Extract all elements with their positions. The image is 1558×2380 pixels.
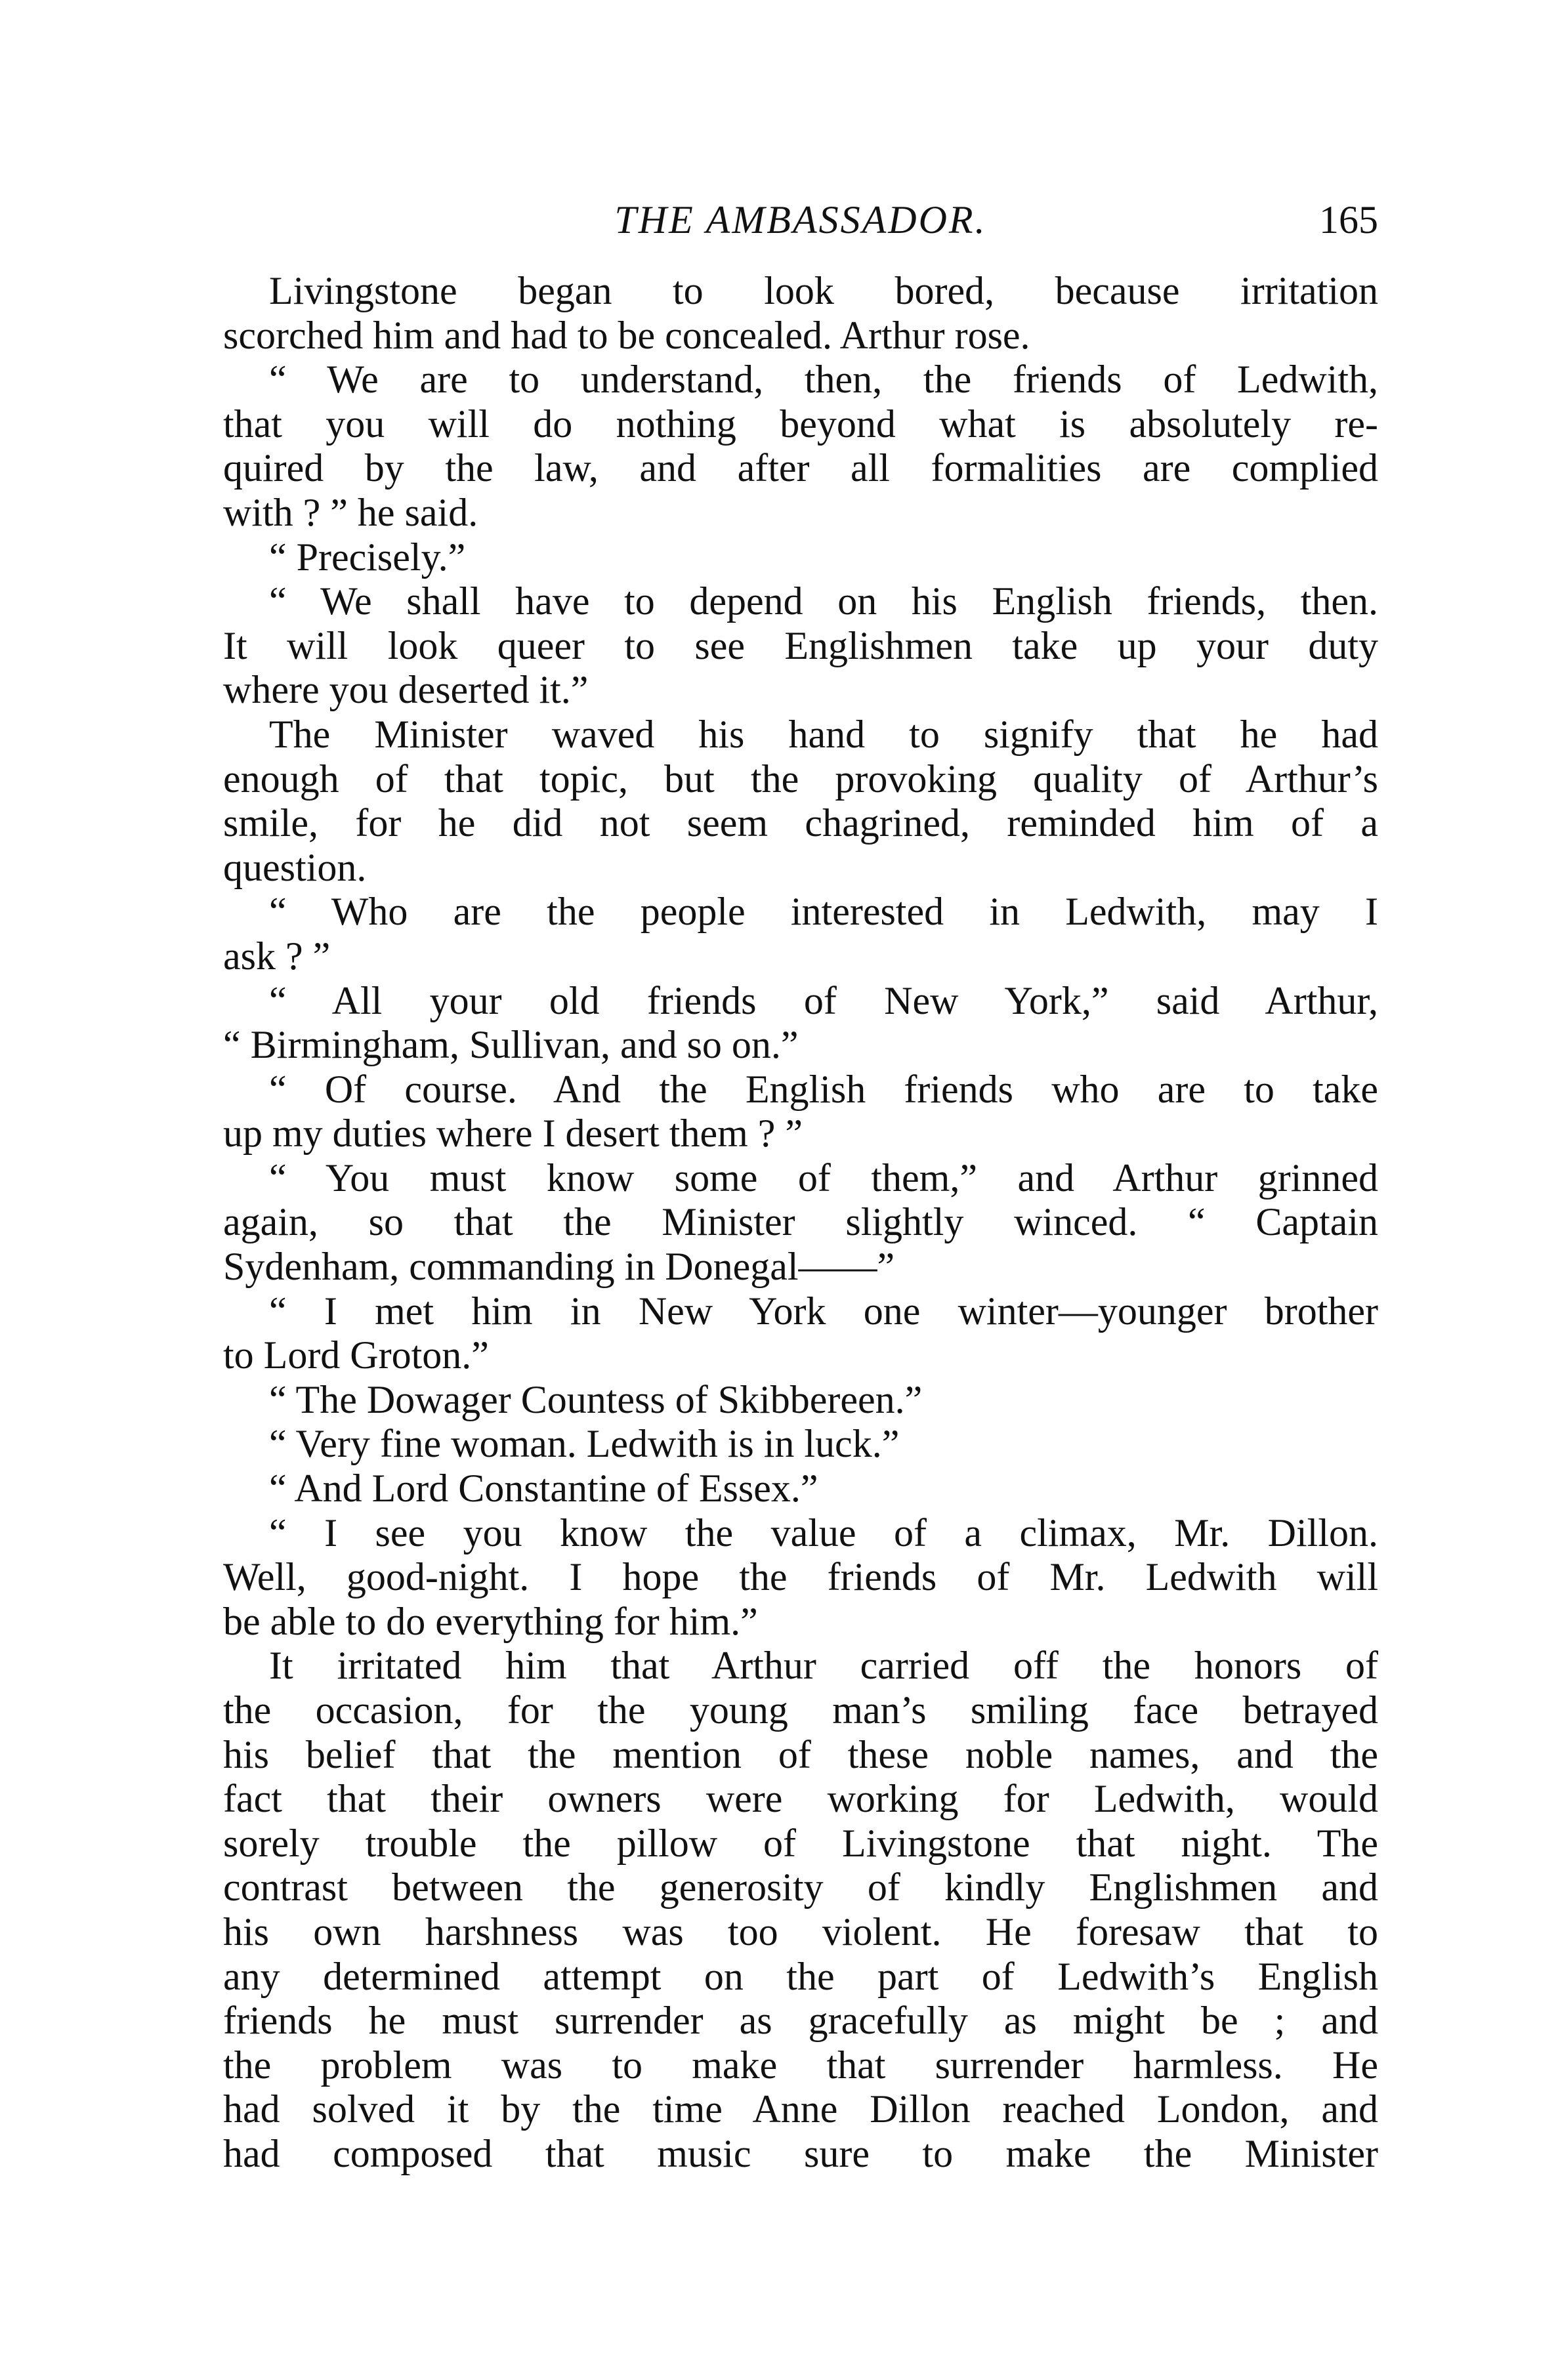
text-line: sorely trouble the pillow of Livingstone that night. The <box>223 1821 1378 1865</box>
text-line: question. <box>223 845 367 889</box>
text-line: “ I met him in New York one winter—younger brother <box>269 1289 1378 1333</box>
text-line: the occasion, for the young man’s smiling face betrayed <box>223 1688 1378 1732</box>
text-line: quired by the law, and after all formalities are complied <box>223 446 1378 490</box>
text-line: Well, good-night. I hope the friends of Mr. Ledwith will <box>223 1555 1378 1599</box>
page-number: 165 <box>1319 198 1378 241</box>
text-line: The Minister waved his hand to signify that he had <box>269 712 1378 756</box>
text-line: his belief that the mention of these noble names, and the <box>223 1732 1378 1776</box>
text-line: smile, for he did not seem chagrined, reminded him of a <box>223 801 1378 845</box>
text-line: the problem was to make that surrender harmless. He <box>223 2043 1378 2087</box>
text-line: Livingstone began to look bored, because irritation <box>269 269 1378 312</box>
text-line: “ Precisely.” <box>269 535 466 579</box>
text-line: “ The Dowager Countess of Skibbereen.” <box>269 1377 923 1421</box>
text-line: to Lord Groton.” <box>223 1333 489 1377</box>
text-line: scorched him and had to be concealed. Arthur rose. <box>223 313 1030 357</box>
text-line: “ Birmingham, Sullivan, and so on.” <box>223 1023 799 1067</box>
text-line: Sydenham, commanding in Donegal——” <box>223 1245 895 1289</box>
text-line: “ All your old friends of New York,” said Arthur, <box>269 978 1378 1022</box>
text-line: any determined attempt on the part of Ledwith’s English <box>223 1954 1378 1998</box>
text-line: contrast between the generosity of kindly Englishmen and <box>223 1866 1378 1910</box>
text-line: had solved it by the time Anne Dillon reached London, and <box>223 2087 1378 2131</box>
running-title: THE AMBASSADOR. <box>614 198 987 241</box>
text-line: “ We shall have to depend on his English friends, then. <box>269 579 1378 623</box>
body-text <box>223 269 1378 2177</box>
text-line: that you will do nothing beyond what is absolutely re- <box>223 402 1378 446</box>
text-line: with ? ” he said. <box>223 490 478 534</box>
text-line: ask ? ” <box>223 934 331 978</box>
text-line: be able to do everything for him.” <box>223 1599 758 1643</box>
text-line: enough of that topic, but the provoking quality of Arthur’s <box>223 757 1378 801</box>
text-line: friends he must surrender as gracefully as might be ; and <box>223 1999 1378 2043</box>
text-line: had composed that music sure to make the Minister <box>223 2131 1378 2175</box>
text-line: “ You must know some of them,” and Arthur grinned <box>269 1156 1378 1200</box>
text-line: where you deserted it.” <box>223 668 589 712</box>
text-line: “ Who are the people interested in Ledwith, may I <box>269 890 1378 934</box>
text-line: “ We are to understand, then, the friends of Ledwith, <box>269 358 1378 402</box>
text-line: up my duties where I desert them ? ” <box>223 1112 803 1156</box>
text-line: fact that their owners were working for Ledwith, would <box>223 1777 1378 1821</box>
text-line: “ Of course. And the English friends who are to take <box>269 1067 1378 1111</box>
page-header <box>223 190 1378 249</box>
text-line: again, so that the Minister slightly winced. “ Captain <box>223 1200 1378 1244</box>
text-line: “ Very fine woman. Ledwith is in luck.” <box>269 1422 900 1466</box>
text-line: “ And Lord Constantine of Essex.” <box>269 1467 818 1511</box>
text-line: “ I see you know the value of a climax, Mr. Dillon. <box>269 1511 1378 1555</box>
text-line: It irritated him that Arthur carried off the honors of <box>269 1644 1378 1688</box>
text-line: his own harshness was too violent. He foresaw that to <box>223 1910 1378 1953</box>
text-line: It will look queer to see Englishmen take up your duty <box>223 623 1378 667</box>
